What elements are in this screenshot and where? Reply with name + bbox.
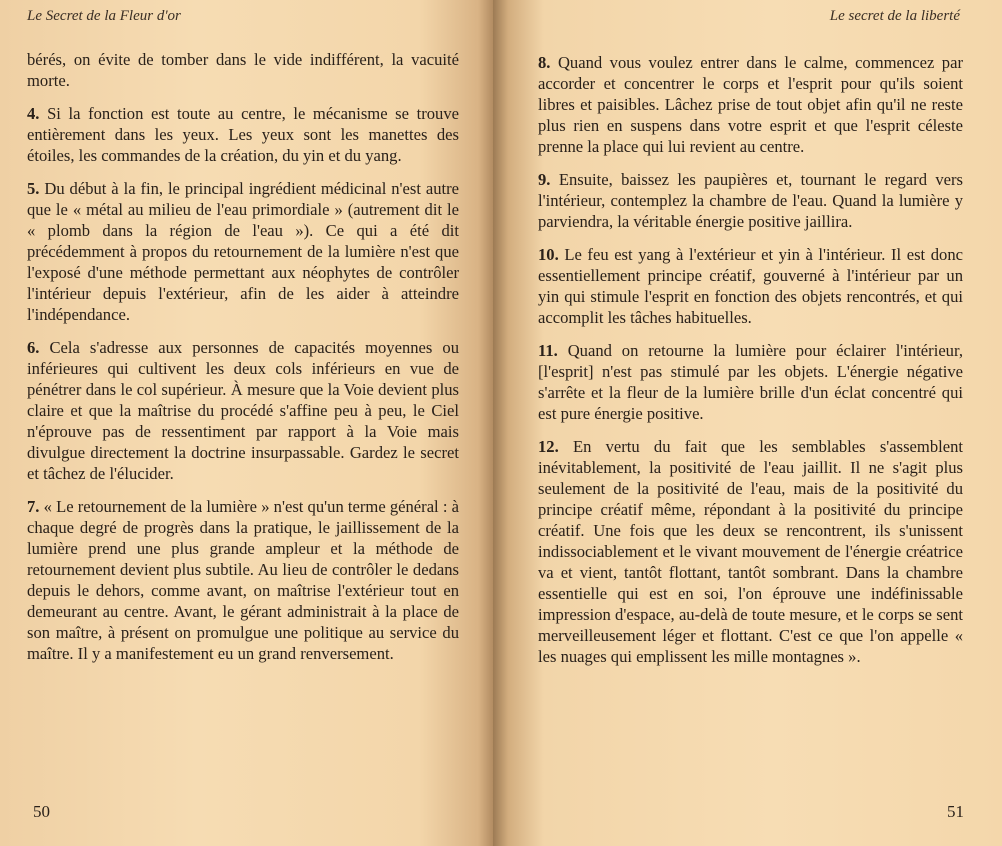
paragraph bbox=[27, 49, 459, 91]
paragraph-number: 12. bbox=[538, 437, 559, 456]
paragraph bbox=[538, 169, 963, 232]
paragraph-text: En vertu du fait que les semblables s'assemblent inévitablement, la positivité de l'eau jaillit. Il ne s'agit plus seulement de la positivité de l'eau, mais de la positivité du principe créatif même, répondant à la positivité du principe créatif. Une fois que les deux se rencontrent, ils s'unissent indissociablement et le vivant mouvement de l'énergie créatrice va et vient, tantôt flottant, tantôt sombrant. Dans la chambre essentielle qui est en soi, l'on éprouve une indéfinissable impression d'espace, au-delà de toute mesure, et le corps se sent merveilleusement léger et flottant. C'est ce que l'on appelle « les nuages qui emplissent les mille montagnes ». bbox=[538, 437, 963, 666]
paragraph-number: 7. bbox=[27, 497, 40, 516]
paragraph bbox=[538, 340, 963, 424]
right-page bbox=[493, 0, 1002, 846]
paragraph-text: « Le retournement de la lumière » n'est qu'un terme général : à chaque degré de progrès dans la pratique, le jaillissement de la lumière prend une plus grande ampleur et la méthode de retournement devient plus subtile. Au lieu de contrôler le dedans depuis le dehors, comme avant, on maîtrise l'extérieur tout en demeurant au centre. Avant, le gérant administrait à la place de son maître, à présent on promulgue une politique au service du maître. Il y a manifestement eu un grand renversement. bbox=[27, 497, 459, 663]
running-head-left: Le Secret de la Fleur d'or bbox=[27, 8, 181, 24]
paragraph-number: 11. bbox=[538, 341, 558, 360]
paragraph-number: 8. bbox=[538, 53, 551, 72]
paragraph-text: Quand vous voulez entrer dans le calme, commencez par accorder et concentrer le corps et l'esprit pour qu'ils soient libres et paisibles. Lâchez prise de tout objet afin qu'il ne reste plus rien en suspens dans votre esprit et que l'esprit céleste prenne la place qui lui revient au centre. bbox=[538, 53, 963, 156]
paragraph bbox=[27, 496, 459, 664]
paragraph-number: 9. bbox=[538, 170, 551, 189]
paragraph-number: 5. bbox=[27, 179, 40, 198]
paragraph-number: 10. bbox=[538, 245, 559, 264]
paragraph-text: Si la fonction est toute au centre, le mécanisme se trouve entièrement dans les yeux. Les yeux sont les manettes des étoiles, les commandes de la création, du yin et du yang. bbox=[27, 104, 459, 165]
paragraph-number: 4. bbox=[27, 104, 40, 123]
paragraph-text: Ensuite, baissez les paupières et, tournant le regard vers l'intérieur, contemplez la chambre de l'eau. Quand la lumière y parviendra, la véritable énergie positive jaillira. bbox=[538, 170, 963, 231]
paragraph bbox=[538, 244, 963, 328]
page-number-right: 51 bbox=[947, 802, 964, 821]
paragraph bbox=[27, 178, 459, 325]
right-page-text bbox=[538, 52, 963, 679]
paragraph bbox=[538, 436, 963, 667]
paragraph bbox=[538, 52, 963, 157]
paragraph-text: Du début à la fin, le principal ingrédient médicinal n'est autre que le « métal au milieu de l'eau primordiale » (autrement dit le « plomb dans la région de l'eau »). Ce qui a été dit précédemment à propos du retournement de la lumière n'est que l'exposé d'une méthode permettant aux néophytes de contrôler l'intérieur depuis l'extérieur, afin de les aider à atteindre l'indépendance. bbox=[27, 179, 459, 324]
paragraph-text: Le feu est yang à l'extérieur et yin à l'intérieur. Il est donc essentiellement principe créatif, gouverné à l'intérieur par un yin qui stimule l'esprit en fonction des objets rencontrés, et qui accomplit les tâches habituelles. bbox=[538, 245, 964, 327]
paragraph-text: bérés, on évite de tomber dans le vide indifférent, la vacuité morte. bbox=[27, 50, 459, 90]
paragraph bbox=[27, 103, 459, 166]
paragraph-text: Cela s'adresse aux personnes de capacités moyennes ou inférieures qui cultivent les deux cols inférieurs en vue de pénétrer dans le col supérieur. À mesure que la Voie devient plus claire et que la maîtrise du procédé s'affine peu à peu, le Ciel n'éprouve pas de ressentiment par rapport à la Voie mais divulgue directement la doctrine insurpassable. Gardez le secret et tâchez de l'élucider. bbox=[27, 338, 459, 483]
paragraph-text: Quand on retourne la lumière pour éclairer l'intérieur, [l'esprit] n'est pas stimulé par les objets. L'énergie négative s'arrête et la fleur de la lumière brille d'un éclat concentré qui est pure énergie positive. bbox=[538, 341, 963, 423]
page-number-left: 50 bbox=[33, 802, 50, 821]
paragraph bbox=[27, 337, 459, 484]
left-page bbox=[0, 0, 493, 846]
running-head-right: Le secret de la liberté bbox=[829, 8, 960, 24]
left-page-text bbox=[27, 49, 459, 676]
paragraph-number: 6. bbox=[27, 338, 40, 357]
